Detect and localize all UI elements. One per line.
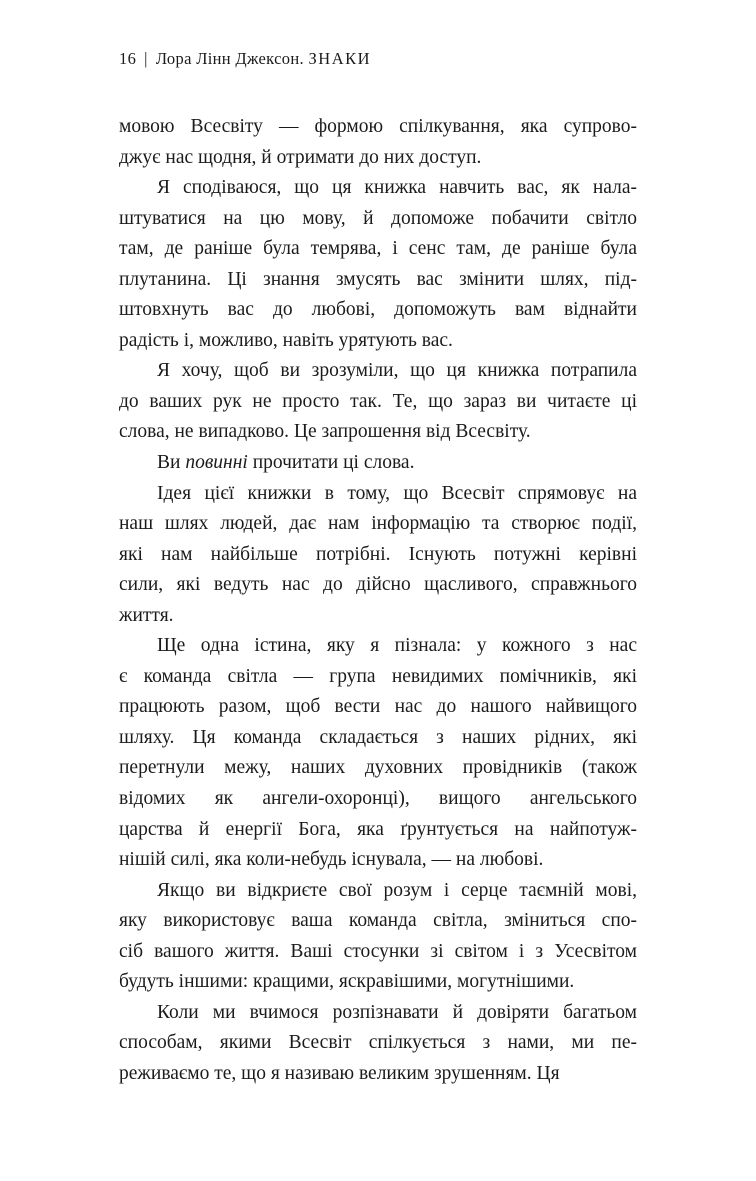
- text-line: штовхнуть вас до любові, допоможуть вам віднайти: [119, 299, 637, 321]
- text-line: наш шлях людей, дає нам інформацію та створює події,: [119, 513, 637, 535]
- paragraph: [119, 356, 637, 448]
- header-separator: |: [144, 49, 148, 68]
- text-line: Я сподіваюся, що ця книжка навчить вас, як нала-: [157, 177, 637, 199]
- italic-text: повинні: [185, 452, 248, 474]
- text-line: працюють разом, щоб вести нас до нашого найвищого: [119, 696, 637, 718]
- text-line: джує нас щодня, й отримати до них доступ.: [119, 146, 482, 168]
- text-line: царства й енергії Бога, яка ґрунтується на найпотуж-: [119, 818, 637, 840]
- text-line: які нам найбільше потрібні. Існують потужні керівні: [119, 543, 637, 565]
- text-line: Ідея цієї книжки в тому, що Всесвіт спрямовує на: [157, 482, 637, 504]
- text-line: Коли ми вчимося розпізнавати й довіряти багатьом: [157, 1001, 637, 1023]
- text-line: радість і, можливо, навіть урятують вас.: [119, 329, 453, 351]
- text-line: Якщо ви відкриєте свої розум і серце таємній мові,: [157, 879, 637, 901]
- text-line: є команда світла — група невидимих помічників, які: [119, 665, 637, 687]
- text-line: Ще одна істина, яку я пізнала: у кожного з нас: [157, 635, 637, 657]
- text-line: сили, які ведуть нас до дійсно щасливого, справжнього: [119, 574, 637, 596]
- paragraph: [119, 876, 637, 998]
- text-line: до ваших рук не просто так. Те, що зараз ви читаєте ці: [119, 390, 637, 412]
- text-run: прочитати ці слова.: [247, 452, 415, 474]
- text-line: плутанина. Ці знання змусять вас змінити шлях, під-: [119, 268, 637, 290]
- header-book-title: ЗНАКИ: [308, 49, 371, 68]
- paragraph: [119, 479, 637, 632]
- text-line: відомих як ангели-охоронці), вищого ангельського: [119, 788, 637, 810]
- text-line: мовою Всесвіту — формою спілкування, яка супрово-: [119, 116, 637, 137]
- text-line: шляху. Ця команда складається з наших рідних, які: [119, 726, 637, 748]
- text-line: нішій силі, яка коли-небудь існувала, — на любові.: [119, 849, 544, 871]
- page-header: [119, 49, 637, 69]
- page-body: [119, 112, 637, 1090]
- text-line: [119, 448, 637, 479]
- text-line: яку використовує ваша команда світла, зміниться спо-: [119, 910, 637, 932]
- text-line: штуватися на цю мову, й допоможе побачити світло: [119, 207, 637, 229]
- paragraph: [119, 112, 637, 173]
- paragraph: [119, 631, 637, 875]
- text-line: реживаємо те, що я називаю великим зрушенням. Ця: [119, 1062, 560, 1084]
- text-line: життя.: [119, 604, 174, 626]
- text-line: слова, не випадково. Це запрошення від Всесвіту.: [119, 421, 531, 443]
- text-line: там, де раніше була темрява, і сенс там, де раніше була: [119, 238, 637, 260]
- text-line: перетнули межу, наших духовних провідників (також: [119, 757, 637, 779]
- paragraph: [119, 998, 637, 1090]
- text-line: сіб вашого життя. Ваші стосунки зі світом і з Усесвітом: [119, 940, 637, 962]
- page-number: 16: [119, 49, 137, 68]
- text-line: Я хочу, щоб ви зрозуміли, що ця книжка потрапила: [157, 360, 637, 382]
- paragraph: [119, 448, 637, 479]
- paragraph: [119, 173, 637, 356]
- text-line: будуть іншими: кращими, яскравішими, могутнішими.: [119, 971, 575, 993]
- text-run: Ви: [157, 452, 186, 474]
- header-author: Лора Лінн Джексон.: [155, 49, 304, 68]
- text-line: способам, якими Всесвіт спілкується з нами, ми пе-: [119, 1032, 637, 1054]
